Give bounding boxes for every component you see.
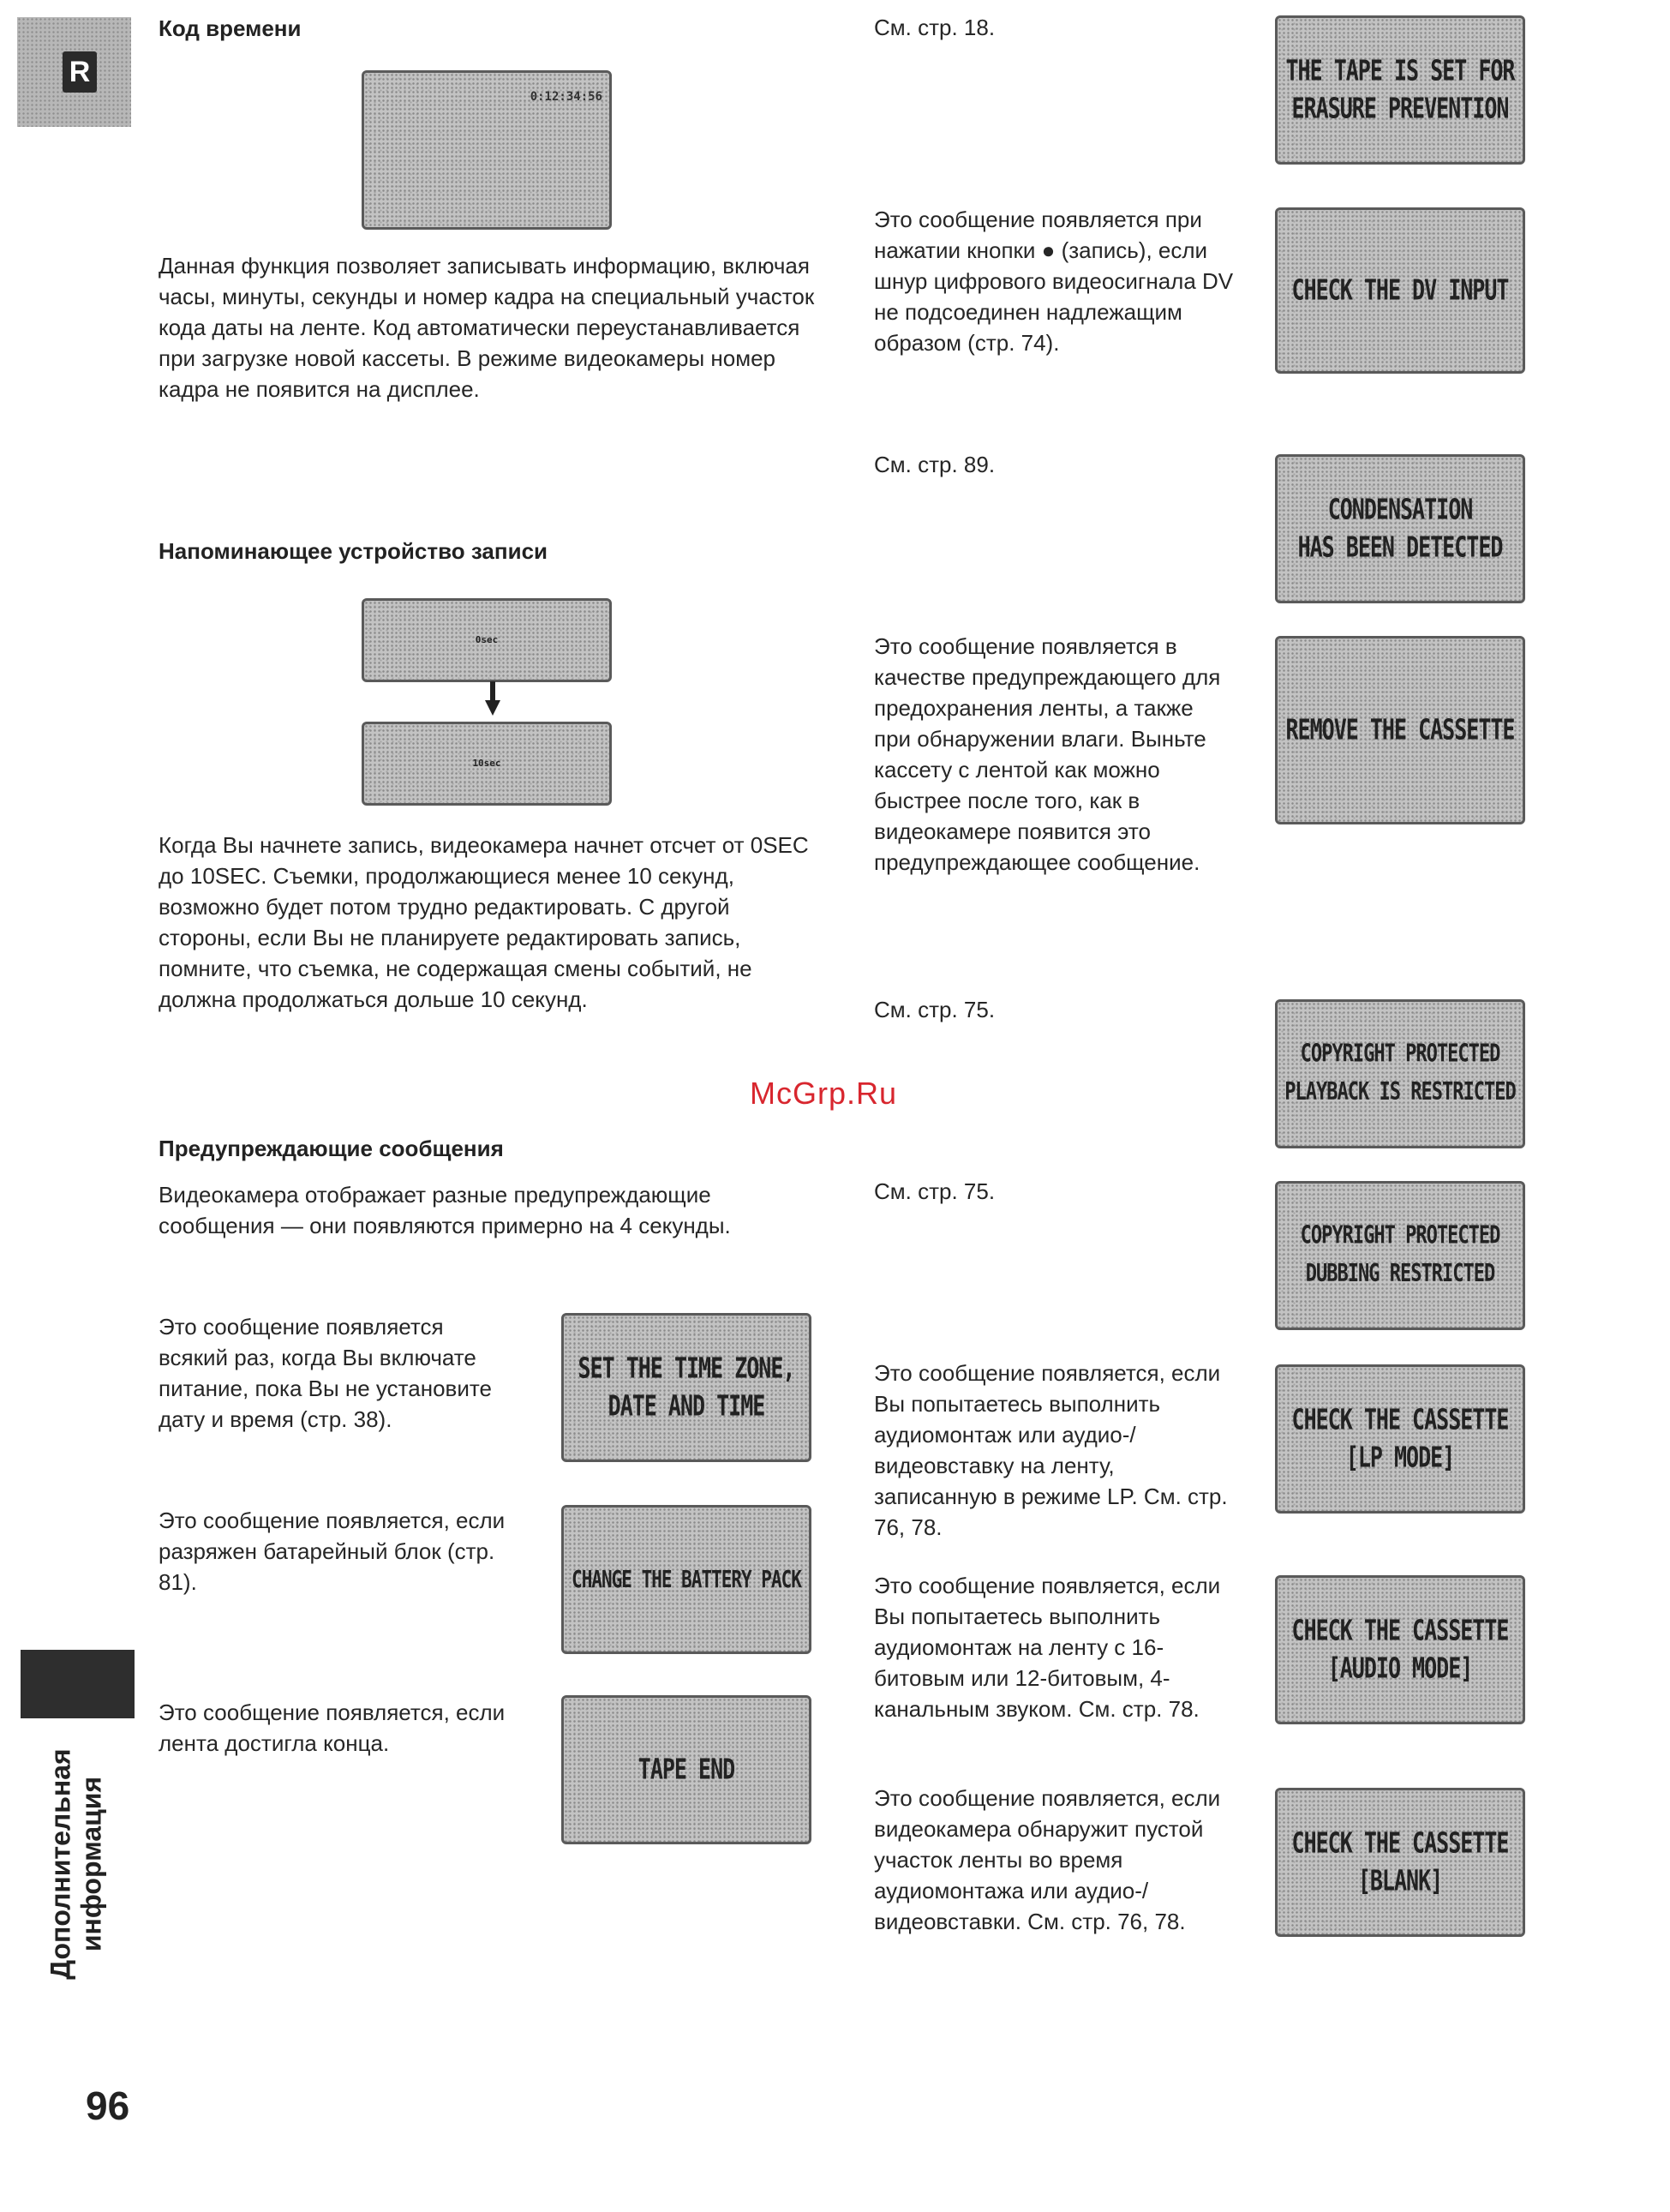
warning-screen [561, 1313, 811, 1462]
warning-screen [1275, 636, 1525, 824]
warning-screen-text: REMOVE THE CASSETTE [1285, 713, 1515, 746]
side-label [7, 1740, 146, 1988]
page-number: 96 [86, 2083, 130, 2128]
reminder-screen-start [362, 598, 612, 682]
time-code-text: Данная функция позволяет записывать информацию, включая часы, минуты, секунды и номер кадра на специальный участок кода даты на ленте. Код автоматически переустанавливается при загрузке новой кассеты. В режиме видеокамеры номер кадра не появится на дисплее. [159, 253, 815, 402]
warning-screen-text: COPYRIGHT PROTECTED DUBBING RESTRICTED [1300, 1222, 1500, 1288]
warning-screen-text: SET THE TIME ZONE, DATE AND TIME [578, 1352, 795, 1423]
warning-item-text: Это сообщение появляется, если лента достигла конца. [159, 1699, 506, 1756]
warning-screen [1275, 15, 1525, 165]
warning-screen [561, 1505, 811, 1654]
warning-screen-text: CHECK THE CASSETTE [BLANK] [1291, 1826, 1509, 1897]
right-item-text: Это сообщение появляется в качестве предупреждающего для предохранения ленты, а также при обнаружении влаги. Выньте кассету с лентой как можно быстрее после того, как в видеокамере появится это предупреждающее сообщение. [874, 633, 1221, 875]
time-code-heading: Код времени [159, 15, 302, 41]
side-marker [21, 1650, 135, 1718]
warning-screen [1275, 1181, 1525, 1330]
warning-screen-text: CHECK THE CASSETTE [AUDIO MODE] [1291, 1614, 1509, 1685]
warning-screen [1275, 454, 1525, 603]
reminder-text: Когда Вы начнете запись, видеокамера начнет отсчет от 0SEC до 10SEC. Съемки, продолжающиеся менее 10 секунд, возможно будет потом трудно редактировать. С другой стороны, если Вы не планируете редактировать запись, помните, что съемка, не содержащая смены событий, не должна продолжаться дольше 10 секунд. [159, 832, 809, 1012]
section-letter: R [63, 51, 97, 93]
warning-item-text: Это сообщение появляется, если разряжен батарейный блок (стр. 81). [159, 1508, 506, 1595]
warning-screen-text: CHECK THE CASSETTE [LP MODE] [1291, 1403, 1509, 1474]
warning-screen-text: CONDENSATION HAS BEEN DETECTED [1297, 493, 1503, 564]
side-label-line2: информация [76, 1776, 107, 1952]
time-code-screen [362, 70, 612, 230]
warning-item-text: Это сообщение появляется всякий раз, когда Вы включате питание, пока Вы не установите дату и время (стр. 38). [159, 1314, 492, 1432]
watermark: McGrp.Ru [750, 1076, 898, 1111]
warning-screen [1275, 207, 1525, 374]
warnings-heading: Предупреждающие сообщения [159, 1136, 504, 1161]
right-item-text: Это сообщение появляется, если Вы попытаетесь выполнить аудиомонтаж или аудио-/видеовставку на ленту, записанную в режиме LP. См. стр. 76, 78. [874, 1360, 1228, 1540]
reminder-screen-end-text: 10sec [472, 758, 501, 769]
warning-screen [1275, 1364, 1525, 1514]
warning-screen-text: COPYRIGHT PROTECTED PLAYBACK IS RESTRICTED [1284, 1040, 1516, 1106]
warning-screen [1275, 1575, 1525, 1724]
side-label-line1: Дополнительная [45, 1748, 76, 1980]
right-item-text: Это сообщение появляется при нажатии кнопки ● (запись), если шнур цифрового видеосигнала DV не подсоединен надлежащим образом (стр. 74). [874, 207, 1234, 356]
right-item-text: См. стр. 75. [874, 1178, 996, 1204]
reminder-heading: Напоминающее устройство записи [159, 538, 548, 564]
warning-screen-text: CHANGE THE BATTERY PACK [572, 1566, 801, 1593]
warning-screen-text: CHECK THE DV INPUT [1291, 273, 1509, 307]
warnings-intro: Видеокамера отображает разные предупреждающие сообщения — они появляются примерно на 4 секунды. [159, 1182, 731, 1238]
right-item-text: Это сообщение появляется, если видеокамера обнаружит пустой участок ленты во время аудиомонтажа или аудио-/видеовставки. См. стр. 76, 78. [874, 1785, 1221, 1934]
arrow-down-icon [485, 681, 500, 716]
reminder-screen-end [362, 722, 612, 806]
warning-screen [561, 1695, 811, 1844]
right-item-text: См. стр. 18. [874, 15, 996, 40]
right-item-text: См. стр. 75. [874, 997, 996, 1022]
warning-screen-text: THE TAPE IS SET FOR ERASURE PREVENTION [1285, 54, 1515, 125]
warning-screen-text: TAPE END [637, 1753, 735, 1786]
right-item-text: Это сообщение появляется, если Вы попытаетесь выполнить аудиомонтаж на ленту с 16-битовым или 12-битовым, 4-канальным звуком. См. стр. 78. [874, 1573, 1221, 1722]
warning-screen [1275, 1788, 1525, 1937]
right-item-text: См. стр. 89. [874, 452, 996, 477]
warning-screen [1275, 999, 1525, 1148]
reminder-screen-start-text: 0sec [475, 634, 499, 645]
time-code-value: 0:12:34:56 [530, 90, 602, 104]
